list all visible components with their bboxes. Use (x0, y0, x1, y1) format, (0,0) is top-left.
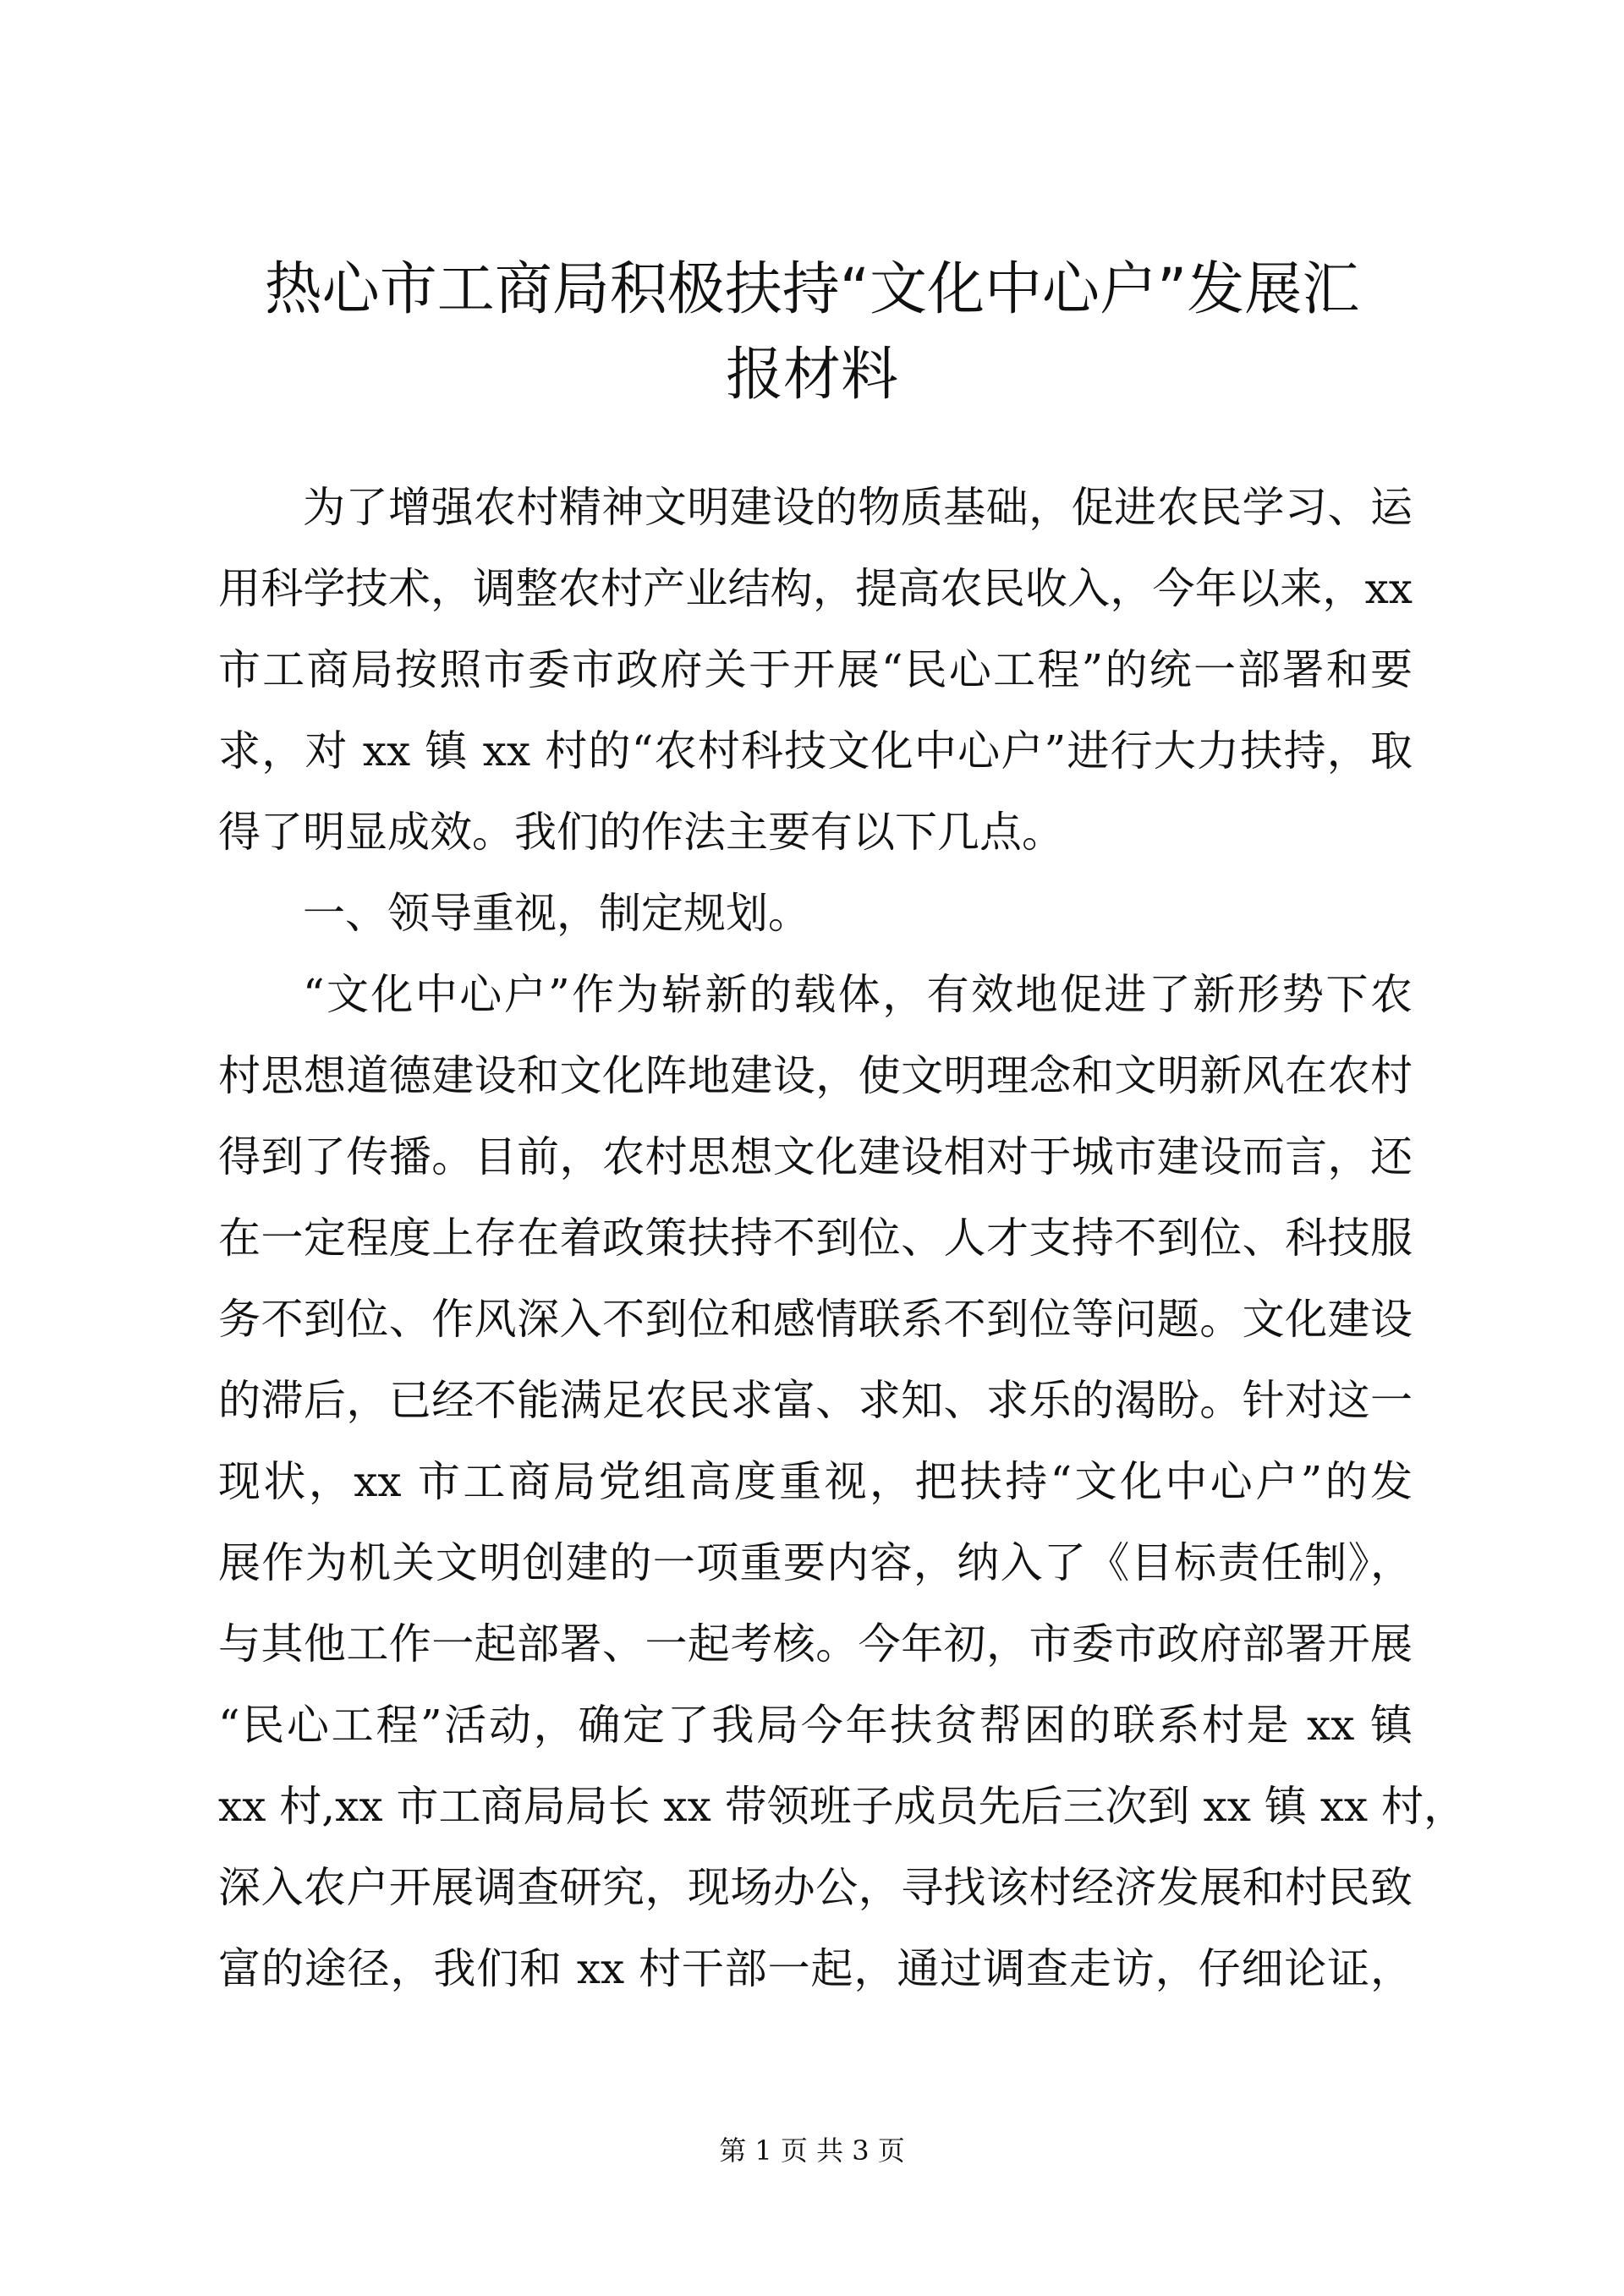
section-heading: 一、领导重视，制定规划。 (303, 889, 810, 938)
document-title-line-1: 热心市工商局积极扶持“文化中心户”发展汇 (264, 256, 1360, 323)
paragraph-line: 得了明显成效。我们的作法主要有以下几点。 (218, 808, 1064, 857)
paragraph-line: 深入农户开展调查研究，现场办公，寻找该村经济发展和村民致 (218, 1863, 1413, 1912)
paragraph-line: 市工商局按照市委市政府关于开展“民心工程”的统一部署和要 (218, 645, 1413, 694)
page-number-footer: 第 1 页 共 3 页 (719, 2134, 905, 2167)
paragraph-line: 在一定程度上存在着政策扶持不到位、人才支持不到位、科技服 (218, 1214, 1413, 1263)
document-title-line-2: 报材料 (725, 342, 898, 408)
paragraph-line: 村思想道德建设和文化阵地建设，使文明理念和文明新风在农村 (218, 1051, 1413, 1100)
document-body (218, 467, 1467, 2009)
paragraph-line: 与其他工作一起部署、一起考核。今年初，市委市政府部署开展 (218, 1619, 1413, 1669)
paragraph-line: 务不到位、作风深入不到位和感情联系不到位等问题。文化建设 (218, 1295, 1413, 1344)
paragraph-line: 得到了传播。目前，农村思想文化建设相对于城市建设而言，还 (218, 1132, 1413, 1181)
paragraph-line: “民心工程”活动，确定了我局今年扶贫帮困的联系村是 xx 镇 (218, 1701, 1413, 1750)
paragraph-line: “文化中心户”作为崭新的载体，有效地促进了新形势下农 (303, 970, 1413, 1019)
paragraph-line: 展作为机关文明创建的一项重要内容，纳入了《目标责任制》， (218, 1538, 1413, 1587)
paragraph-line: 为了增强农村精神文明建设的物质基础，促进农民学习、运 (303, 483, 1413, 532)
paragraph-line: 的滞后，已经不能满足农民求富、求知、求乐的渴盼。针对这一 (218, 1376, 1413, 1425)
paragraph-line: 求，对 xx 镇 xx 村的“农村科技文化中心户”进行大力扶持，取 (218, 726, 1413, 775)
paragraph-line: 富的途径，我们和 xx 村干部一起，通过调查走访，仔细论证， (218, 1944, 1413, 1993)
paragraph-line: 用科学技术，调整农村产业结构，提高农民收入，今年以来，xx (218, 564, 1413, 613)
paragraph-line: 现状，xx 市工商局党组高度重视，把扶持“文化中心户”的发 (218, 1457, 1413, 1506)
paragraph-line: xx 村,xx 市工商局局长 xx 带领班子成员先后三次到 xx 镇 xx 村， (218, 1782, 1467, 1831)
